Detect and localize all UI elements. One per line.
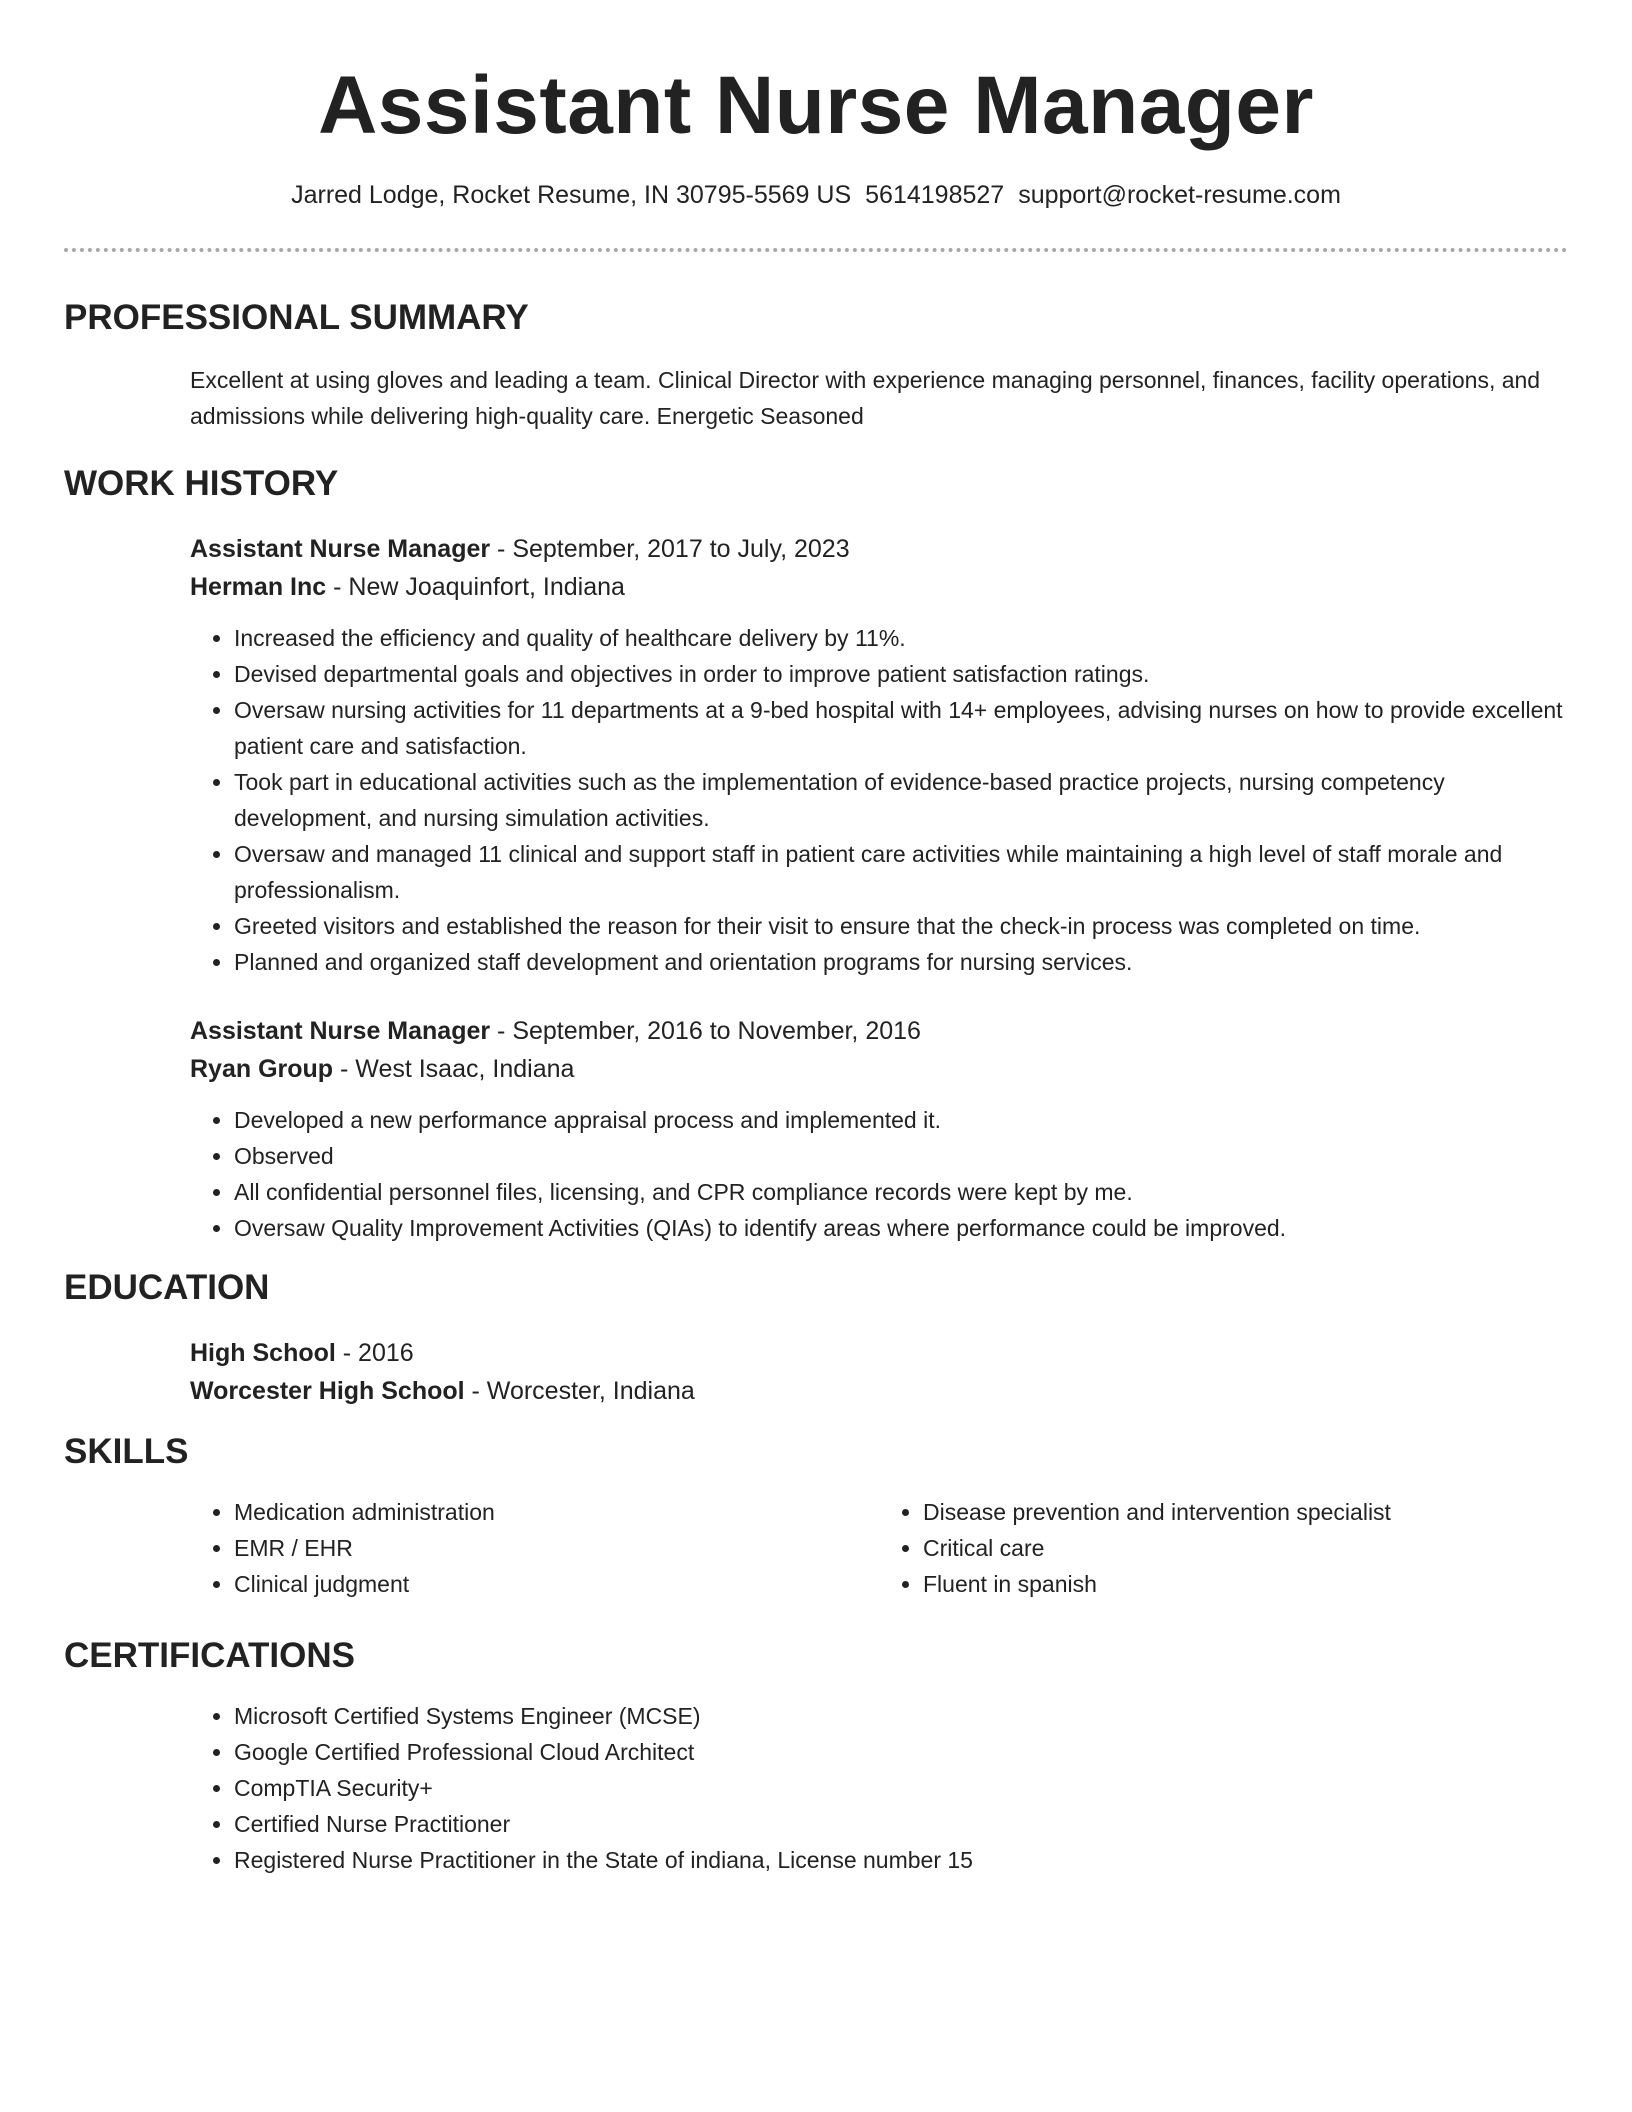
skills-heading: SKILLS <box>64 1432 189 1471</box>
list-item: • Oversaw nursing activities for 11 departments at a 9-bed hospital with 14+ employees, advising nurses on how to provide excellent patient care and satisfaction. <box>234 692 1568 764</box>
certifications-heading: CERTIFICATIONS <box>64 1636 356 1675</box>
job-company: Ryan Group <box>190 1055 334 1083</box>
job-entry <box>190 530 1568 980</box>
job-dates: - September, 2016 to November, 2016 <box>490 1017 921 1045</box>
education-degree-line <box>190 1334 1568 1372</box>
list-item: • Oversaw and managed 11 clinical and support staff in patient care activities while maintaining a high level of staff morale and professionalism. <box>234 836 1568 908</box>
list-item: • Medication administration <box>234 1494 879 1530</box>
education-entry <box>190 1334 1568 1410</box>
education-heading: EDUCATION <box>64 1268 270 1307</box>
list-item: • Devised departmental goals and objectives in order to improve patient satisfaction ratings. <box>234 656 1568 692</box>
job-location: - West Isaac, Indiana <box>333 1055 575 1083</box>
list-item: • Developed a new performance appraisal process and implemented it. <box>234 1102 1568 1138</box>
education-school-line <box>190 1372 1568 1410</box>
list-item: • Registered Nurse Practitioner in the State of indiana, License number 15 <box>234 1842 1568 1878</box>
certifications-list <box>190 1698 1568 1878</box>
job-role: Assistant Nurse Manager <box>190 1017 491 1045</box>
education-location: - Worcester, Indiana <box>464 1377 695 1405</box>
list-item: • All confidential personnel files, licensing, and CPR compliance records were kept by me. <box>234 1174 1568 1210</box>
header-divider <box>64 248 1568 252</box>
list-item: • Clinical judgment <box>234 1566 879 1602</box>
job-company: Herman Inc <box>190 573 327 601</box>
job-dates: - September, 2017 to July, 2023 <box>490 535 850 563</box>
education-year: - 2016 <box>335 1339 414 1367</box>
job-bullet-list <box>190 1102 1568 1246</box>
education-degree: High School <box>190 1339 336 1367</box>
job-entry <box>190 1012 1568 1246</box>
job-role-line <box>190 530 1568 568</box>
contact-line <box>64 180 1568 210</box>
list-item: • Fluent in spanish <box>923 1566 1568 1602</box>
list-item: • Google Certified Professional Cloud Architect <box>234 1734 1568 1770</box>
list-item: • Planned and organized staff development and orientation programs for nursing services. <box>234 944 1568 980</box>
list-item: • CompTIA Security+ <box>234 1770 1568 1806</box>
skills-left-list <box>190 1494 879 1602</box>
list-item: • Increased the efficiency and quality of healthcare delivery by 11%. <box>234 620 1568 656</box>
skills-right-list <box>879 1494 1568 1602</box>
job-role: Assistant Nurse Manager <box>190 535 491 563</box>
job-role-line <box>190 1012 1568 1050</box>
work-history-heading: WORK HISTORY <box>64 464 339 503</box>
summary-text: Excellent at using gloves and leading a team. Clinical Director with experience managing personnel, finances, facility operations, and admissions while delivering high-quality care. Energetic Seasoned <box>190 367 1541 429</box>
certifications-block <box>190 1698 1568 1878</box>
skills-grid <box>190 1494 1568 1602</box>
job-bullet-list <box>190 620 1568 980</box>
education-school: Worcester High School <box>190 1377 465 1405</box>
list-item: • Oversaw Quality Improvement Activities (QIAs) to identify areas where performance could be improved. <box>234 1210 1568 1246</box>
list-item: • Certified Nurse Practitioner <box>234 1806 1568 1842</box>
job-company-line <box>190 568 1568 606</box>
list-item: • Observed <box>234 1138 1568 1174</box>
list-item: • Disease prevention and intervention specialist <box>923 1494 1568 1530</box>
list-item: • Greeted visitors and established the reason for their visit to ensure that the check-in process was completed on time. <box>234 908 1568 944</box>
contact-phone: 5614198527 <box>865 181 1005 209</box>
summary-heading: PROFESSIONAL SUMMARY <box>64 298 529 337</box>
resume-title: Assistant Nurse Manager <box>318 60 1314 151</box>
list-item: • EMR / EHR <box>234 1530 879 1566</box>
list-item: • Took part in educational activities such as the implementation of evidence-based practice projects, nursing competency development, and nursing simulation activities. <box>234 764 1568 836</box>
list-item: • Microsoft Certified Systems Engineer (MCSE) <box>234 1698 1568 1734</box>
job-company-line <box>190 1050 1568 1088</box>
contact-address: Jarred Lodge, Rocket Resume, IN 30795-5569 US <box>291 181 852 209</box>
resume-page <box>64 0 1568 1878</box>
contact-email: support@rocket-resume.com <box>1018 181 1341 209</box>
job-location: - New Joaquinfort, Indiana <box>326 573 625 601</box>
list-item: • Critical care <box>923 1530 1568 1566</box>
